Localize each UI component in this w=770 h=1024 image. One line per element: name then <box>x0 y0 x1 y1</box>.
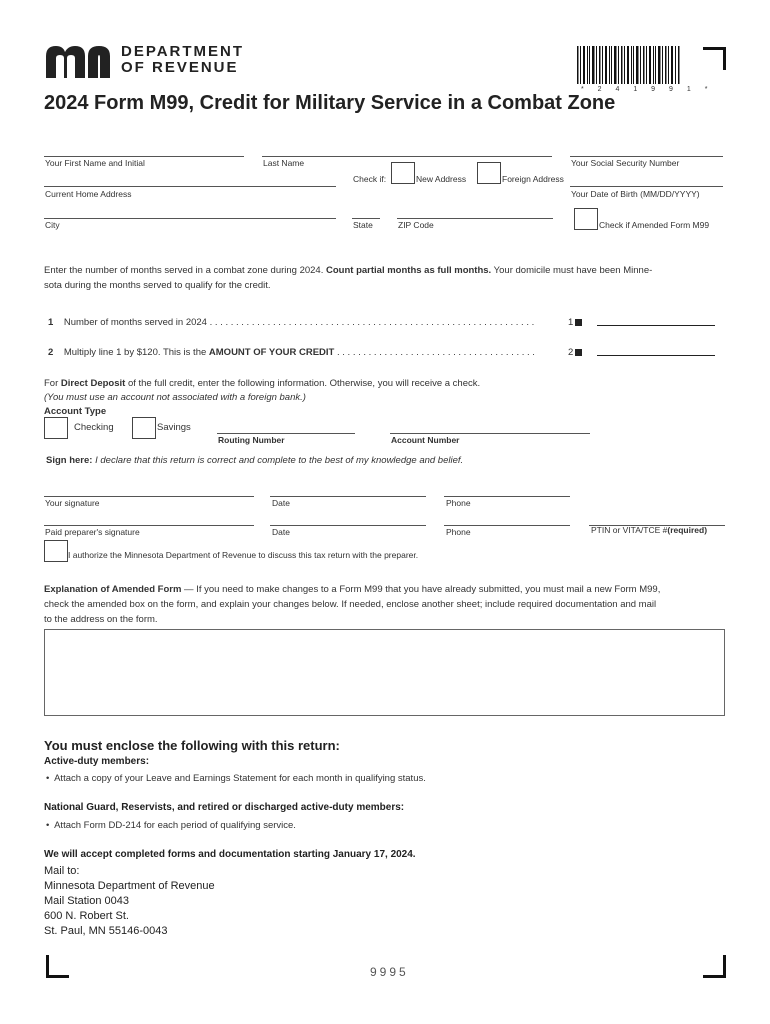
home-address-label: Current Home Address <box>45 189 132 199</box>
state-field[interactable] <box>352 218 380 219</box>
deposit-text-bold: Direct Deposit <box>60 378 126 389</box>
corner-mark-bottom-right <box>703 955 726 978</box>
active-duty-item: • Attach a copy of your Leave and Earnings Statement for each month in qualifying status. <box>46 773 426 784</box>
home-address-field[interactable] <box>44 186 336 187</box>
mail-address-line-3: 600 N. Robert St. <box>44 910 129 922</box>
mn-logo-icon <box>46 44 116 78</box>
department-of-revenue-logo <box>121 44 244 76</box>
deposit-text-c: of the full credit, enter the following information. Otherwise, you will receive a check. <box>127 378 481 389</box>
amended-text-line-3: to the address on the form. <box>44 614 158 625</box>
new-address-checkbox[interactable] <box>391 162 415 184</box>
phone-label-1: Phone <box>446 498 471 508</box>
date-field-2[interactable] <box>270 525 426 526</box>
accept-date-text: We will accept completed forms and documentation starting January 17, 2024. <box>44 849 416 860</box>
amended-text-line-2: check the amended box on the form, and explain your changes below. If needed, enclose another sheet; include required documentation and mail <box>44 599 657 610</box>
line-2-row <box>48 345 568 360</box>
line-1-marker-icon <box>575 319 582 326</box>
account-type-label: Account Type <box>44 406 107 417</box>
line-1-ref <box>568 315 582 330</box>
savings-label: Savings <box>157 422 191 433</box>
declaration-text: I declare that this return is correct and complete to the best of my knowledge and belief. <box>95 455 464 466</box>
line-2-dots: . . . . . . . . . . . . . . . . . . . . . . . . . . . . . . . . . . . . . . <box>336 347 535 358</box>
ptin-required-text: (required) <box>667 525 708 535</box>
amended-paragraph <box>44 582 734 627</box>
mail-address-line-2: Mail Station 0043 <box>44 895 129 907</box>
line-2-ref <box>568 345 582 360</box>
amended-text-line-1: If you need to make changes to a Form M99 that you have already submitted, you must mail a new Form M99, <box>196 584 661 595</box>
routing-number-field[interactable] <box>217 433 355 434</box>
mail-address-line-1: Minnesota Department of Revenue <box>44 880 215 892</box>
foreign-address-label: Foreign Address <box>502 174 564 184</box>
line-1-row <box>48 315 608 330</box>
deposit-text-a: For <box>44 378 59 389</box>
dob-field[interactable] <box>570 186 723 187</box>
line-1-number: 1 <box>48 317 54 328</box>
your-signature-field[interactable] <box>44 496 254 497</box>
line-1-text: Number of months served in 2024 . . . . . . . . . . . . . . . . . . . . . . . . . . . . . . . . . . . . . . . . . . . . . . . . . . . . . . . . . . . . . . <box>63 317 535 328</box>
authorize-label: I authorize the Minnesota Department of Revenue to discuss this tax return with the preparer. <box>68 550 419 560</box>
deposit-paragraph <box>44 376 734 391</box>
authorize-checkbox[interactable] <box>44 540 68 562</box>
form-title: 2024 Form M99, Credit for Military Service in a Combat Zone <box>44 92 616 114</box>
deposit-note: (You must use an account not associated with a foreign bank.) <box>44 392 306 403</box>
line-2-ref-number: 2 <box>568 347 574 358</box>
phone-label-2: Phone <box>446 527 471 537</box>
active-duty-heading: Active-duty members: <box>44 756 150 767</box>
line-2-amount-field[interactable] <box>597 355 715 356</box>
enclose-heading: You must enclose the following with this return: <box>44 738 340 753</box>
ssn-field[interactable] <box>570 156 723 157</box>
line-2-marker-icon <box>575 349 582 356</box>
routing-number-label: Routing Number <box>218 435 285 445</box>
sign-here-label: Sign here: <box>46 455 93 466</box>
mailing-address <box>44 864 215 939</box>
form-code: 9995 <box>370 965 409 979</box>
phone-field-1[interactable] <box>444 496 570 497</box>
state-label: State <box>353 220 373 230</box>
intro-paragraph <box>44 263 724 293</box>
city-field[interactable] <box>44 218 336 219</box>
mail-to-label: Mail to: <box>44 865 80 877</box>
intro-text-c: Your domicile must have been Minne- <box>493 265 653 276</box>
sign-here-row <box>46 453 726 468</box>
last-name-label: Last Name <box>263 158 305 168</box>
first-name-field[interactable] <box>44 156 244 157</box>
logo-line-2: OF REVENUE <box>121 59 239 76</box>
checking-label: Checking <box>74 422 114 433</box>
account-number-field[interactable] <box>390 433 590 434</box>
phone-field-2[interactable] <box>444 525 570 526</box>
first-name-label: Your First Name and Initial <box>45 158 145 168</box>
amended-dash: — <box>181 584 197 595</box>
corner-mark-bottom-left <box>46 955 69 978</box>
line-2-number: 2 <box>48 347 54 358</box>
zip-label: ZIP Code <box>398 220 434 230</box>
line-2-bold-text: AMOUNT OF YOUR CREDIT <box>208 347 335 358</box>
date-field-1[interactable] <box>270 496 426 497</box>
line-1-ref-number: 1 <box>568 317 574 328</box>
zip-field[interactable] <box>397 218 553 219</box>
active-duty-item-text: Attach a copy of your Leave and Earnings Statement for each month in qualifying status. <box>54 773 426 784</box>
ptin-label-text: PTIN or VITA/TCE # <box>591 525 668 535</box>
line-2-text: Multiply line 1 by $120. This is the <box>63 347 207 358</box>
dob-label: Your Date of Birth (MM/DD/YYYY) <box>571 189 700 199</box>
intro-text-a: Enter the number of months served in a combat zone during 2024. <box>44 265 324 276</box>
line-1-amount-field[interactable] <box>597 325 715 326</box>
amended-label: Check if Amended Form M99 <box>599 220 710 230</box>
mail-address-line-4: St. Paul, MN 55146-0043 <box>44 925 168 937</box>
corner-mark-top-right <box>703 47 726 70</box>
foreign-address-checkbox[interactable] <box>477 162 501 184</box>
intro-text-d: sota during the months served to qualify for the credit. <box>44 280 271 291</box>
date-label-2: Date <box>272 527 290 537</box>
guard-item-text: Attach Form DD-214 for each period of qualifying service. <box>54 820 296 831</box>
last-name-field[interactable] <box>262 156 552 157</box>
savings-checkbox[interactable] <box>132 417 156 439</box>
city-label: City <box>45 220 60 230</box>
guard-heading: National Guard, Reservists, and retired or discharged active-duty members: <box>44 802 405 813</box>
new-address-label: New Address <box>416 174 467 184</box>
checking-checkbox[interactable] <box>44 417 68 439</box>
amended-checkbox[interactable] <box>574 208 598 230</box>
barcode-number: * 2 4 1 9 9 1 * <box>581 86 714 93</box>
account-number-label: Account Number <box>391 435 460 445</box>
preparer-signature-label: Paid preparer's signature <box>45 527 140 537</box>
intro-text-bold: Count partial months as full months. <box>326 265 492 276</box>
amended-heading: Explanation of Amended Form <box>44 584 182 595</box>
date-label-1: Date <box>272 498 290 508</box>
ptin-label <box>591 525 707 535</box>
guard-item: • Attach Form DD-214 for each period of qualifying service. <box>46 820 296 831</box>
logo-line-1: DEPARTMENT <box>121 43 245 60</box>
your-signature-label: Your signature <box>45 498 100 508</box>
check-if-label: Check if: <box>353 174 387 184</box>
amended-explanation-textarea[interactable] <box>44 629 725 716</box>
ssn-label: Your Social Security Number <box>571 158 680 168</box>
barcode-icon <box>577 46 680 84</box>
preparer-signature-field[interactable] <box>44 525 254 526</box>
